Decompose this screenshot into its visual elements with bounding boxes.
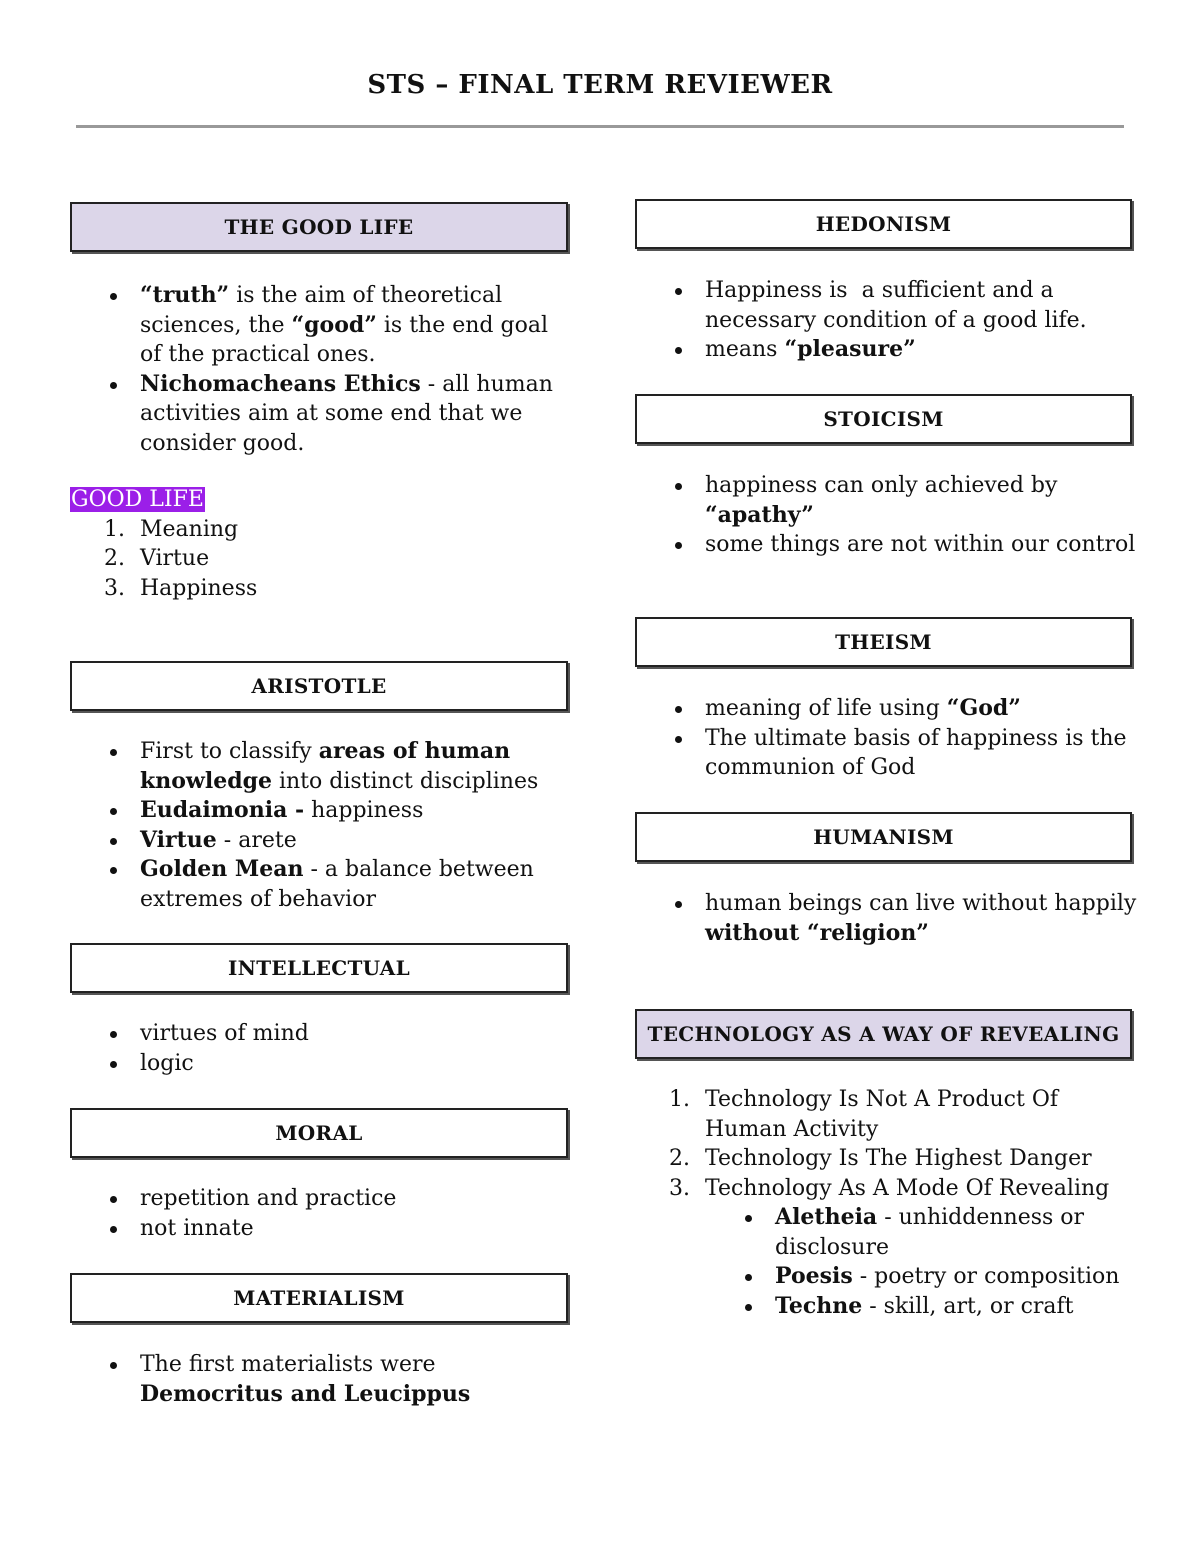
heading-humanism: HUMANISM xyxy=(635,812,1132,862)
humanism-section xyxy=(635,889,1145,948)
list-item: 3. Technology As A Mode Of Revealing Aletheia - unhiddenness or disclosure Poesis - poetry or composition Techne - skill, art, or craft xyxy=(635,1174,1145,1322)
hedonism-section xyxy=(635,276,1145,365)
intellectual-section xyxy=(70,1019,570,1078)
heading-materialism: MATERIALISM xyxy=(70,1273,568,1323)
sub-list-item: Aletheia - unhiddenness or disclosure xyxy=(705,1203,1145,1262)
list-item: 2. Virtue xyxy=(104,546,210,571)
heading-theism: THEISM xyxy=(635,617,1132,667)
list-item: Nichomacheans Ethics - all human activities aim at some end that we consider good. xyxy=(70,370,570,459)
heading-moral: MORAL xyxy=(70,1108,568,1158)
heading-technology: TECHNOLOGY AS A WAY OF REVEALING xyxy=(635,1009,1132,1059)
page-title: STS – FINAL TERM REVIEWER xyxy=(367,70,833,100)
heading-the-good-life: THE GOOD LIFE xyxy=(70,202,568,252)
list-item: 2. Technology Is The Highest Danger xyxy=(669,1146,1092,1171)
heading-stoicism: STOICISM xyxy=(635,394,1132,444)
list-item: The first materialists were Democritus and Leucippus xyxy=(70,1350,570,1409)
sub-list-item: Poesis - poetry or composition xyxy=(705,1262,1145,1292)
list-item: Virtue - arete xyxy=(70,826,570,856)
list-item: 3. Happiness xyxy=(104,575,258,601)
list-item: virtues of mind xyxy=(70,1019,570,1049)
list-item: 1. Technology Is Not A Product Of Human Activity xyxy=(669,1087,1059,1142)
list-item: means “pleasure” xyxy=(635,335,1145,365)
title-divider xyxy=(76,125,1124,128)
list-item: Golden Mean - a balance between extremes of behavior xyxy=(70,855,570,914)
sub-list-item: Techne - skill, art, or craft xyxy=(705,1292,1145,1322)
list-item: Eudaimonia - happiness xyxy=(70,796,570,826)
list-item: logic xyxy=(70,1049,570,1079)
list-item: Happiness is a sufficient and a necessary condition of a good life. xyxy=(635,276,1145,335)
list-item: repetition and practice xyxy=(70,1184,570,1214)
list-item: “truth” is the aim of theoretical sciences, the “good” is the end goal of the practical ones. xyxy=(70,281,570,370)
list-item: human beings can live without happily without “religion” xyxy=(635,889,1145,948)
list-item: meaning of life using “God” xyxy=(635,694,1145,724)
theism-section xyxy=(635,694,1145,783)
heading-intellectual: INTELLECTUAL xyxy=(70,943,568,993)
list-item: some things are not within our control xyxy=(635,530,1145,560)
list-item: 1. Meaning xyxy=(104,516,239,542)
materialism-section xyxy=(70,1350,570,1409)
good-life-list xyxy=(70,485,570,603)
highlighted-label: GOOD LIFE xyxy=(71,487,204,512)
good-life-section xyxy=(70,281,570,458)
list-item: not innate xyxy=(70,1214,570,1244)
list-item: First to classify areas of human knowledge into distinct disciplines xyxy=(70,737,570,796)
moral-section xyxy=(70,1184,570,1243)
heading-hedonism: HEDONISM xyxy=(635,199,1132,249)
aristotle-section xyxy=(70,737,570,914)
heading-aristotle: ARISTOTLE xyxy=(70,661,568,711)
list-item: happiness can only achieved by “apathy” xyxy=(635,471,1145,530)
technology-section xyxy=(635,1085,1145,1321)
list-item: The ultimate basis of happiness is the communion of God xyxy=(635,724,1145,783)
stoicism-section xyxy=(635,471,1145,560)
